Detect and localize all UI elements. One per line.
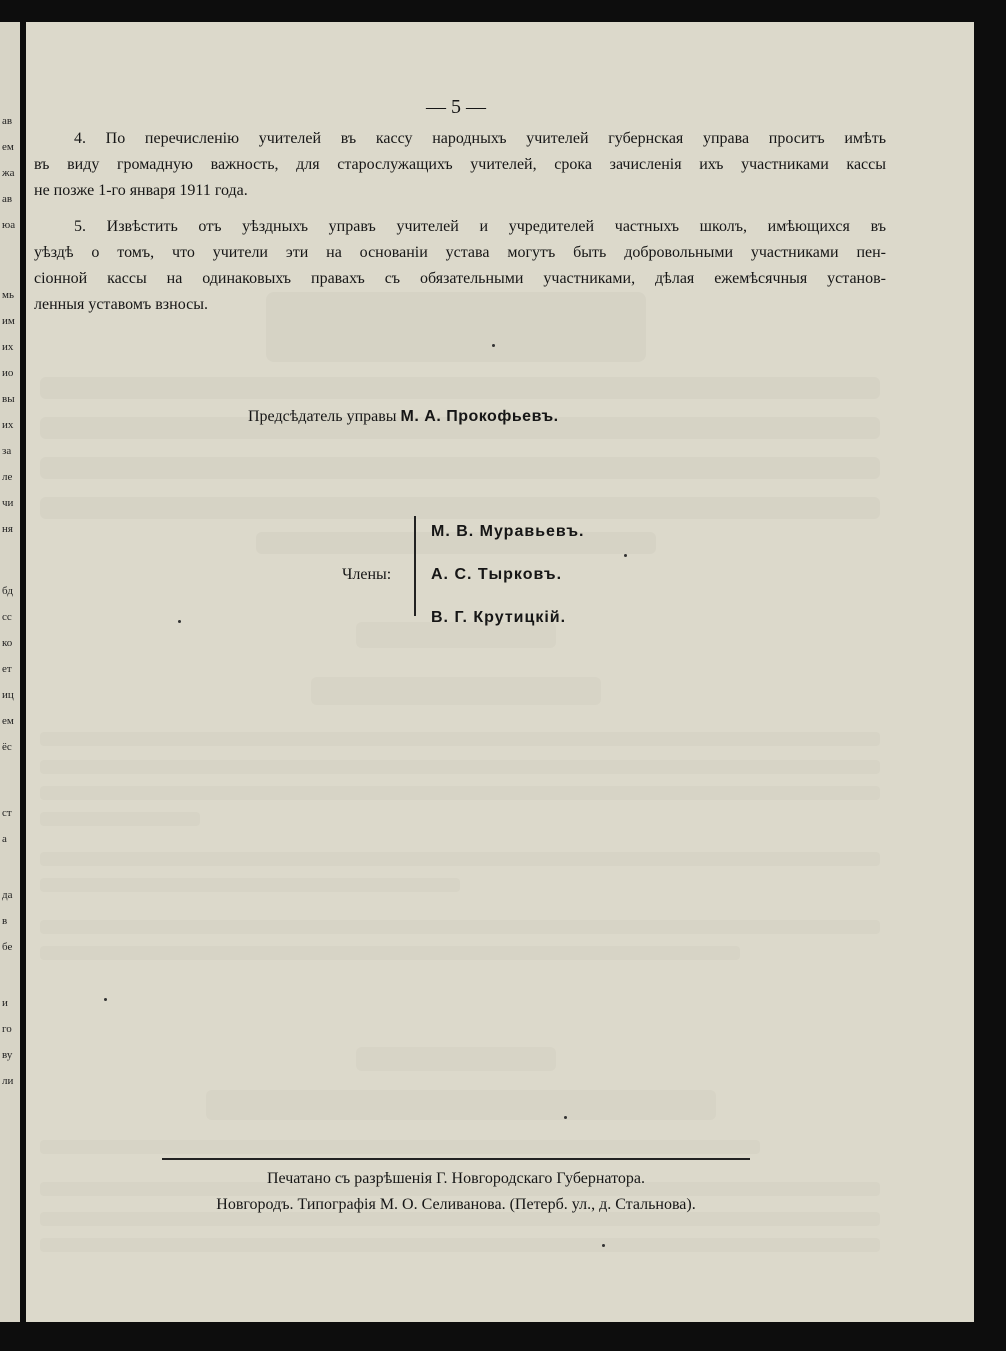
adjacent-page-fragment: а [2, 833, 7, 845]
adjacent-page-fragment: ет [2, 663, 12, 675]
adjacent-page-fragment: в [2, 915, 8, 927]
paper-speck [624, 554, 627, 557]
adjacent-page-fragment: за [2, 445, 12, 457]
adjacent-page-strip [0, 22, 20, 1322]
paragraph-line: уѣздѣ о томъ, что учители эти на основаніи устава могутъ быть добровольными участниками пен- [34, 244, 886, 261]
adjacent-page-fragment: ст [2, 807, 12, 819]
document-page [26, 22, 974, 1322]
chairman-label: Предсѣдатель управы [248, 408, 397, 425]
member-name: В. Г. Крутицкій. [431, 609, 567, 626]
adjacent-page-fragment: ли [2, 1075, 14, 1087]
adjacent-page-fragment: бд [2, 585, 13, 597]
adjacent-page-fragment: их [2, 419, 14, 431]
paragraph-line: 4. По перечисленію учителей въ кассу народныхъ учителей губернская управа проситъ имѣть [74, 130, 886, 147]
paper-speck [178, 620, 181, 623]
paragraph-line: сіонной кассы на одинаковыхъ правахъ съ обязательными участниками, дѣлая ежемѣсячныя установ- [34, 270, 886, 287]
adjacent-page-fragment: их [2, 341, 14, 353]
imprint-line: Новгородъ. Типографія М. О. Селиванова. (Петерб. ул., д. Стальнова). [216, 1196, 696, 1213]
adjacent-page-fragment: ле [2, 471, 13, 483]
adjacent-page-fragment: ем [2, 141, 14, 153]
adjacent-page-fragment: ав [2, 115, 13, 127]
page-number: — 5 — [426, 96, 486, 118]
imprint-rule [162, 1158, 750, 1160]
adjacent-page-fragment: и [2, 997, 8, 1009]
adjacent-page-fragment: го [2, 1023, 12, 1035]
member-name: А. С. Тырковъ. [431, 566, 563, 583]
members-brace [414, 516, 416, 616]
paragraph-line: не позже 1-го января 1911 года. [34, 182, 248, 199]
adjacent-page-fragment: юа [2, 219, 16, 231]
imprint-line: Печатано съ разрѣшенія Г. Новгородскаго Губернатора. [266, 1170, 645, 1187]
adjacent-page-fragment: да [2, 889, 13, 901]
adjacent-page-fragment: ня [2, 523, 13, 535]
paper-speck [602, 1244, 605, 1247]
adjacent-page-fragment: ем [2, 715, 14, 727]
adjacent-page-fragment: вы [2, 393, 15, 405]
chairman-line [248, 404, 559, 430]
paper-speck [104, 998, 107, 1001]
adjacent-page-fragment: ав [2, 193, 13, 205]
adjacent-page-fragment: им [2, 315, 15, 327]
paragraph-line: 5. Извѣстить отъ уѣздныхъ управъ учителей и учредителей частныхъ школъ, имѣющихся въ [74, 218, 886, 235]
paper-speck [564, 1116, 567, 1119]
adjacent-page-fragment: чи [2, 497, 14, 509]
paragraph-line: въ виду громадную важность, для старослужащихъ учителей, срока зачисленія ихъ участниками кассы [34, 156, 886, 173]
adjacent-page-fragment: ко [2, 637, 13, 649]
paragraph-line: ленныя уставомъ взносы. [34, 296, 208, 313]
adjacent-page-fragment: бе [2, 941, 13, 953]
adjacent-page-fragment: ёс [2, 741, 12, 753]
adjacent-page-fragment: иц [2, 689, 14, 701]
adjacent-page-fragment: ио [2, 367, 14, 379]
members-label: Члены: [342, 566, 392, 583]
adjacent-page-fragment: сс [2, 611, 12, 623]
adjacent-page-fragment: мь [2, 289, 14, 301]
member-name: М. В. Муравьевъ. [431, 523, 585, 540]
chairman-name: М. А. Прокофьевъ. [400, 408, 559, 425]
adjacent-page-fragment: жа [2, 167, 15, 179]
adjacent-page-fragment: ву [2, 1049, 13, 1061]
paper-speck [492, 344, 495, 347]
